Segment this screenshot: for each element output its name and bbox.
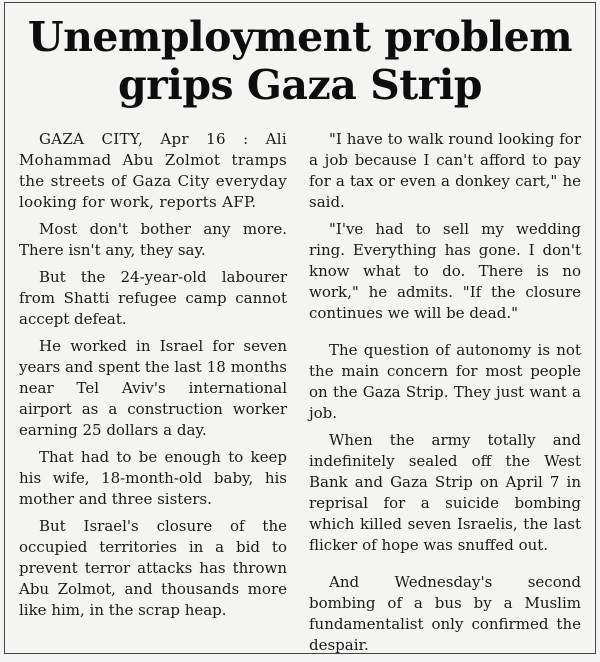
right-column <box>309 129 581 662</box>
paragraph: The question of autonomy is not the main concern for most people on the Gaza Strip. They just want a job. <box>309 341 581 422</box>
headline <box>5 3 595 109</box>
headline-line-2: grips Gaza Strip <box>118 61 482 109</box>
newspaper-clipping <box>4 2 596 654</box>
paragraph-quote: "I've had to sell my wedding ring. Everything has gone. I don't know what to do. There is no work," he admits. "If the closure continues we will be dead." <box>309 220 581 322</box>
article-body <box>5 129 595 653</box>
paragraph-quote: "I have to walk round looking for a job because I can't afford to pay for a tax or even a donkey cart," he said. <box>309 130 581 211</box>
paragraph: But the 24-year-old labourer from Shatti refugee camp cannot accept defeat. <box>19 268 287 328</box>
paragraph: And Wednesday's second bombing of a bus by a Muslim fundamentalist only confirmed the despair. <box>309 573 581 654</box>
paragraph: He worked in Israel for seven years and spent the last 18 months near Tel Aviv's international airport as a construction worker earning 25 dollars a day. <box>19 337 287 439</box>
paragraph: When the army totally and indefinitely sealed off the West Bank and Gaza Strip on April 7 in reprisal for a suicide bombing which killed seven Israelis, the last flicker of hope was snuffed out. <box>309 431 581 554</box>
left-column <box>19 129 287 627</box>
paragraph: But Israel's closure of the occupied territories in a bid to prevent terror attacks has thrown Abu Zolmot, and thousands more like him, in the scrap heap. <box>19 517 287 619</box>
paragraph-dateline: GAZA CITY, Apr 16 : Ali Mohammad Abu Zolmot tramps the streets of Gaza City everyday looking for work, reports AFP. <box>19 130 287 211</box>
paragraph: That had to be enough to keep his wife, 18-month-old baby, his mother and three sisters. <box>19 448 287 508</box>
paragraph: Most don't bother any more. There isn't any, they say. <box>19 220 287 259</box>
headline-line-1: Unemployment problem <box>27 13 573 61</box>
